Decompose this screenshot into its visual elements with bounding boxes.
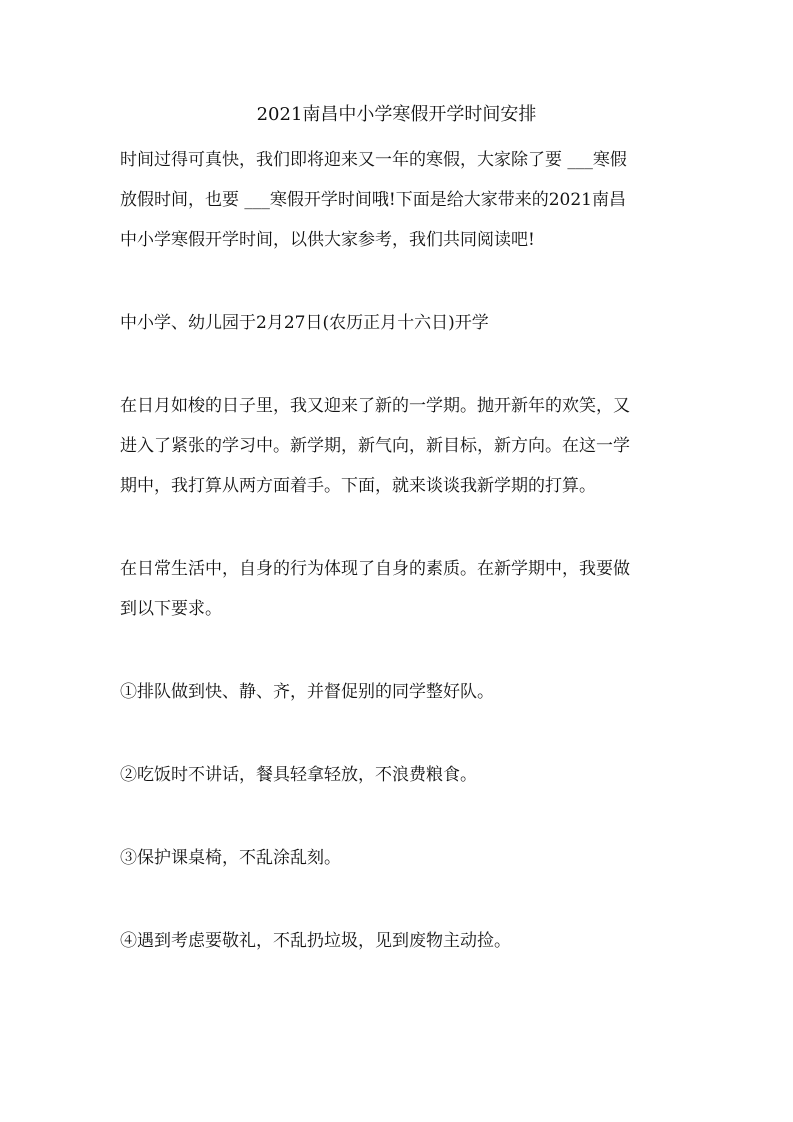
schedule-paragraph — [120, 303, 678, 343]
paragraph-gap — [120, 712, 678, 755]
paragraph-line: ④遇到考虑要敬礼，不乱扔垃圾，见到废物主动捡。 — [120, 931, 511, 951]
document-title: 2021南昌中小学寒假开学时间安排 — [256, 104, 537, 125]
new-semester-paragraph — [120, 386, 678, 506]
list-item-1 — [120, 672, 678, 712]
paragraph-gap — [120, 343, 678, 386]
paragraph-line: 中小学寒假开学时间，以供大家参考，我们共同阅读吧! — [120, 230, 535, 250]
paragraph-gap — [120, 506, 678, 549]
intro-paragraph — [120, 140, 678, 260]
paragraph-line: 到以下要求。 — [120, 599, 222, 619]
paragraph-line: 时间过得可真快，我们即将迎来又一年的寒假，大家除了要 ___寒假 — [120, 150, 627, 170]
paragraph-line: ①排队做到快、静、齐，并督促别的同学整好队。 — [120, 682, 494, 702]
list-item-4 — [120, 921, 678, 961]
paragraph-line: 进入了紧张的学习中。新学期，新气向，新目标，新方向。在这一学 — [120, 436, 630, 456]
paragraph-line: 在日月如梭的日子里，我又迎来了新的一学期。抛开新年的欢笑，又 — [120, 396, 630, 416]
paragraph-gap — [120, 795, 678, 838]
paragraph-line: 中小学、幼儿园于2月27日(农历正月十六日)开学 — [120, 313, 489, 333]
paragraph-line: ③保护课桌椅，不乱涂乱刻。 — [120, 848, 341, 868]
paragraph-line: ②吃饭时不讲话，餐具轻拿轻放，不浪费粮食。 — [120, 765, 477, 785]
list-item-3 — [120, 838, 678, 878]
paragraph-line: 在日常生活中，自身的行为体现了自身的素质。在新学期中，我要做 — [120, 559, 630, 579]
daily-life-paragraph — [120, 549, 678, 629]
paragraph-gap — [120, 260, 678, 303]
paragraph-gap — [120, 629, 678, 672]
paragraph-line: 放假时间，也要 ___寒假开学时间哦!下面是给大家带来的2021南昌 — [120, 190, 626, 210]
list-item-2 — [120, 755, 678, 795]
paragraph-gap — [120, 878, 678, 921]
document-body — [120, 140, 678, 961]
paragraph-line: 期中，我打算从两方面着手。下面，就来谈谈我新学期的打算。 — [120, 476, 596, 496]
